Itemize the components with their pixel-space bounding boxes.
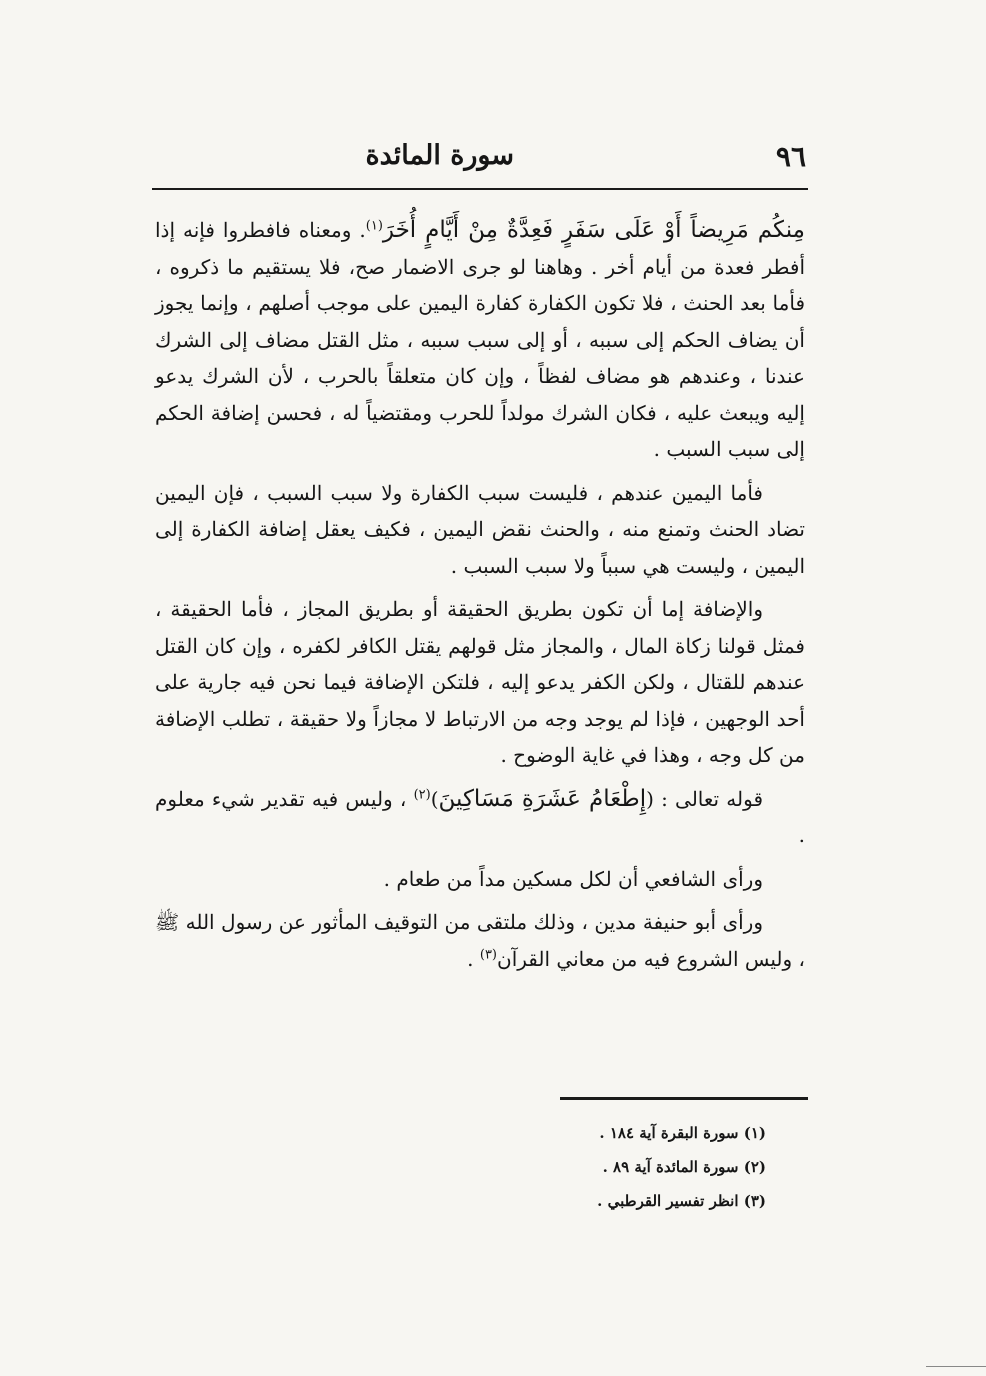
scan-edge-mark (926, 1366, 986, 1367)
header-rule (152, 188, 808, 190)
paragraph-text: ورأى الشافعي أن لكل مسكين مداً من طعام . (383, 866, 763, 891)
page-header (152, 140, 806, 180)
paragraph-3 (155, 591, 805, 774)
paragraph-text: قوله تعالى : ( (646, 786, 764, 811)
footnote-reference: (١) (365, 218, 383, 234)
paragraph-text: فأما اليمين عندهم ، فليست سبب الكفارة ولا سبب السبب ، فإن اليمين تضاد الحنث وتمنع منه ، والحنث نقض اليمين ، فكيف يعقل إضافة الكفارة إلى اليمين ، وليست هي سبباً ولا سبب السبب . (155, 480, 805, 578)
running-title: سورة المائدة (365, 140, 514, 171)
footnote-3: (٣) انظر تفسير القرطبي . (597, 1192, 766, 1210)
paragraph-6 (155, 904, 805, 977)
footnote-reference: (٢) (413, 786, 431, 802)
footnotes (466, 1116, 766, 1218)
paragraph-text: . (467, 946, 480, 971)
paragraph-4 (155, 781, 805, 854)
paragraph-2 (155, 475, 805, 585)
quran-verse: مِنكُم مَرِيضاً أَوْ عَلَى سَفَرٍ فَعِدَّةٌ مِنْ أَيَّامٍ أُخَرَ (382, 217, 805, 243)
paragraph-text: . ومعناه فافطروا فإنه إذا أفطر فعدة من أيام أخر . وهاهنا لو جرى الاضمار صح، فلا يستقيم ما ذكروه ، فأما بعد الحنث ، فلا تكون الكفارة كفارة اليمين على موجب أصلهم ، وإنما يجوز أن يضاف الحكم إلى سببه ، أو إلى سبب سببه ، مثل القتل مضاف إلى الشرك عندنا ، وعندهم هو مضاف لفظاً ، وإن كان متعلقاً بالحرب ، لأن الشرك يدعو إليه ويبعث عليه ، فكان الشرك مولداً للحرب ومقتضياً له ، فحسن إضافة الحكم إلى سبب السبب . (155, 218, 805, 461)
paragraph-1 (155, 212, 805, 468)
page-number: ٩٦ (775, 140, 806, 173)
footnote-rule (560, 1097, 808, 1100)
paragraph-text: ورأى أبو حنيفة مدين ، وذلك ملتقى من التوقيف المأثور عن رسول الله ﷺ ، وليس الشروع فيه من معاني القرآن (155, 910, 805, 971)
footnote-1: (١) سورة البقرة آية ١٨٤ . (599, 1124, 766, 1142)
paragraph-5 (155, 861, 805, 898)
paragraph-text: ، وليس فيه تقدير شيء معلوم . (155, 786, 805, 847)
footnote-reference: (٣) (479, 946, 497, 962)
footnote-2: (٢) سورة المائدة آية ٨٩ . (602, 1158, 766, 1176)
paragraph-text: والإضافة إما أن تكون بطريق الحقيقة أو بطريق المجاز ، فأما الحقيقة ، فمثل قولنا زكاة المال ، والمجاز مثل قولهم يقتل الكافر لكفره ، وإن كان القتل عندهم للقتال ، ولكن الكفر يدعو إليه ، فلتكن الإضافة فيما نحن فيه جارية على أحد الوجهين ، فإذا لم يوجد وجه من الارتباط لا مجازاً ولا حقيقة ، تطلب الإضافة من كل وجه ، وهذا في غاية الوضوح . (155, 597, 805, 767)
paragraph-text: ) (430, 786, 439, 811)
main-text (155, 212, 805, 984)
quran-verse: إِطْعَامُ عَشَرَةِ مَسَاكِينَ (438, 785, 647, 812)
